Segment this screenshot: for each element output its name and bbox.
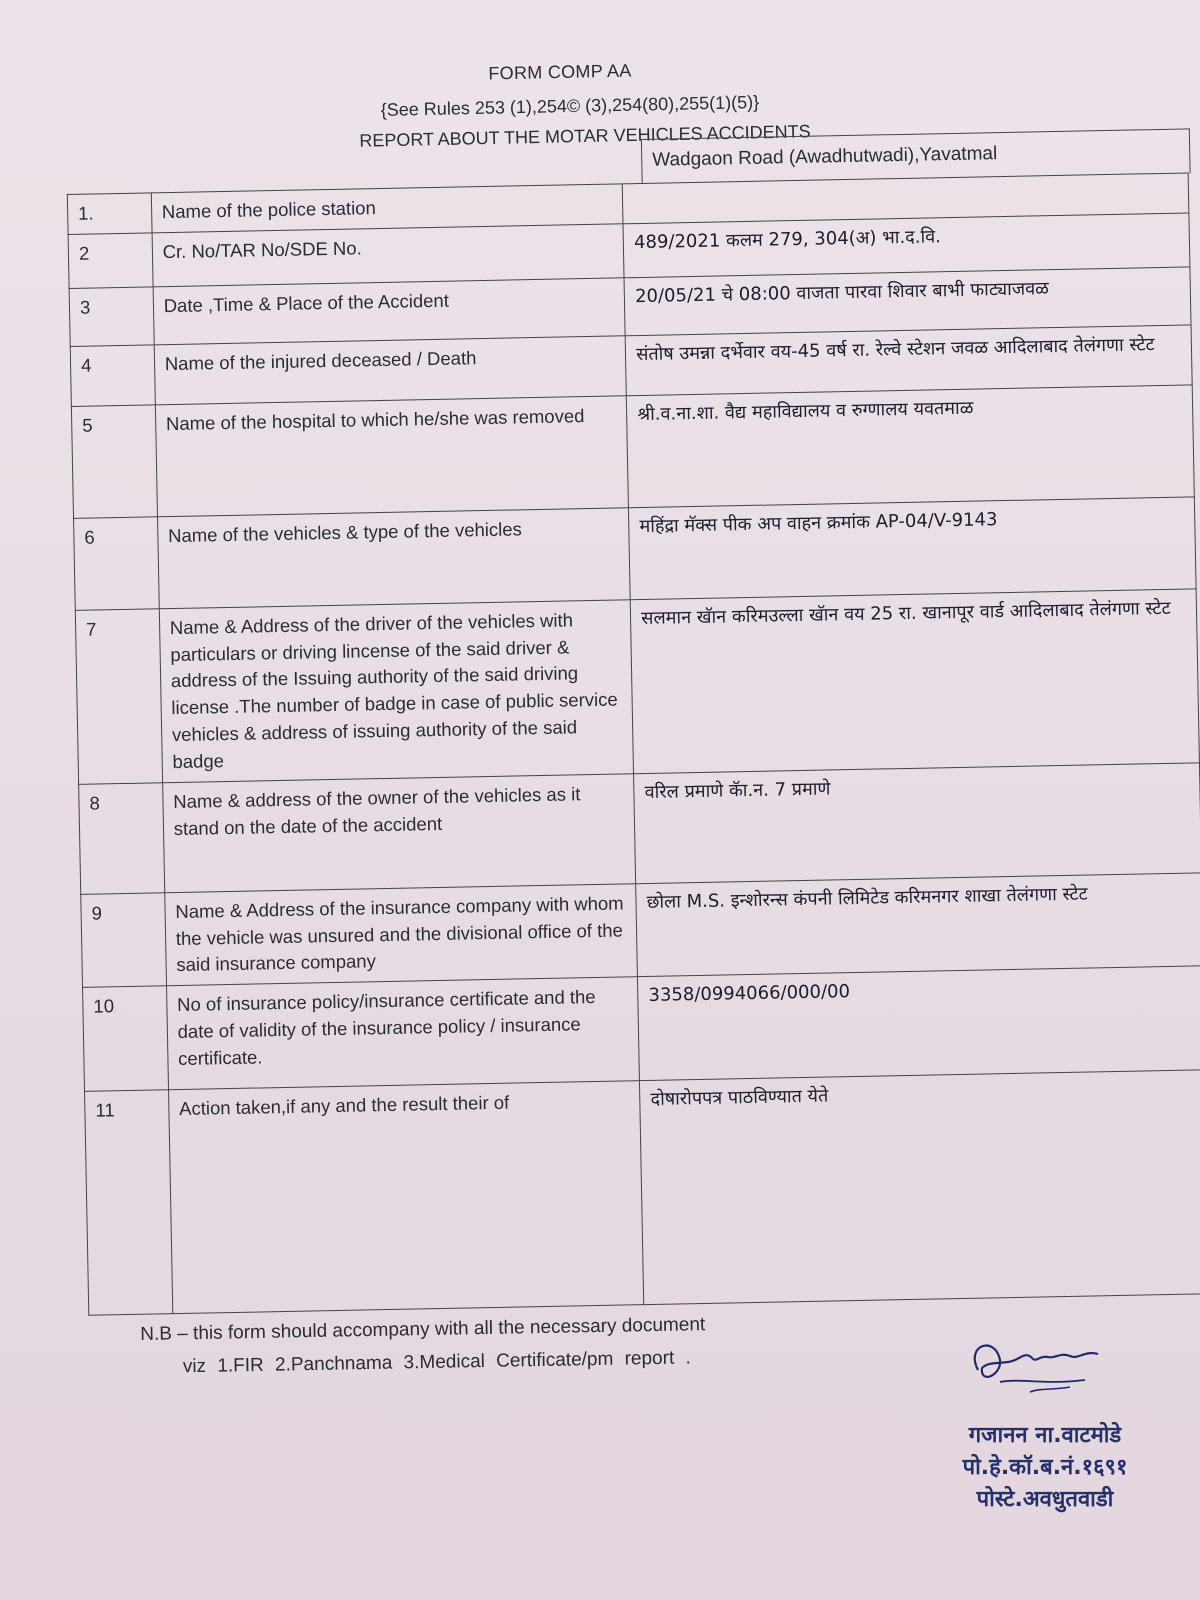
row-label: Name of the police station [151, 184, 623, 233]
row-value: छोला M.S. इन्शोरन्स कंपनी लिमिटेड करिमनगर शाखा तेलंगणा स्टेट [636, 873, 1200, 977]
form-title: FORM COMP AA [488, 60, 632, 84]
row-value: महिंद्रा मॅक्स पीक अप वाहन क्रमांक AP-04/V-9143 [629, 497, 1196, 600]
table-row [79, 763, 1200, 895]
report-title: REPORT ABOUT THE MOTAR VEHICLES ACCIDENTS [359, 121, 811, 151]
form-rules: {See Rules 253 (1),254© (3),254(80),255(1)(5)} [380, 92, 760, 120]
accident-report-table [66, 130, 1200, 1301]
row-value: 489/2021 कलम 279, 304(अ) भा.द.वि. [623, 213, 1190, 278]
row-value: श्री.व.ना.शा. वैद्य महाविद्यालय व रुग्णालय यवतमाळ [627, 385, 1195, 508]
row-number: 8 [79, 782, 165, 894]
table-row [75, 589, 1199, 784]
row-label: Name of the hospital to which he/she was removed [155, 396, 629, 517]
row-number: 9 [81, 892, 167, 987]
footer-note [140, 1308, 706, 1384]
row-label: Action taken,if any and the result their of [168, 1081, 644, 1314]
row-value: सलमान खॅान करिमउल्ला खॅान वय 25 रा. खानापूर वार्ड आदिलाबाद तेलंगणा स्टेट [630, 589, 1199, 774]
row-label: Name & Address of the insurance company with whom the vehicle was unsured and the divisional office of the said insurance company [164, 883, 637, 985]
stamp-station: पोस्टे.अवधुतवाडी [976, 1486, 1114, 1512]
row-number: 3 [69, 287, 154, 347]
row-number: 7 [75, 609, 162, 784]
row-label: Name of the injured deceased / Death [154, 336, 627, 405]
row-label: Name & address of the owner of the vehicles as it stand on the date of the accident [162, 773, 636, 892]
row-number: 4 [70, 345, 155, 407]
row-number: 5 [71, 405, 157, 519]
police-station-value: Wadgaon Road (Awadhutwadi),Yavatmal [652, 143, 998, 171]
table-row [71, 385, 1194, 518]
row-number: 1. [67, 193, 151, 234]
row-label: Name of the vehicles & type of the vehicles [157, 508, 630, 609]
row-value: 20/05/21 चे 08:00 वाजता पारवा शिवार बाभी फाट्याजवळ [624, 267, 1191, 336]
row-label: Name & Address of the driver of the vehicles with particulars or driving lincense of the said driver & address of the Issuing authority of the said driving license .The number of badge in case of public service vehicles & address of issuing authority of the said badge [159, 600, 634, 783]
stamp-name: गजानन ना.वाटमोडे [968, 1423, 1122, 1448]
officer-stamp [905, 1420, 1185, 1516]
row-label: Cr. No/TAR No/SDE No. [152, 224, 624, 287]
row-label: No of insurance policy/insurance certificate and the date of validity of the insurance policy / insurance certificate. [166, 977, 639, 1090]
row-number: 11 [85, 1090, 173, 1316]
row-value: दोषारोपपत्र पाठविण्यात येते [640, 1070, 1200, 1305]
nb-text: N.B – this form should accompany with all the necessary document [140, 1314, 706, 1345]
report-grid [67, 172, 1200, 1315]
row-number: 6 [74, 517, 159, 611]
required-documents: viz 1.FIR 2.Panchnama 3.Medical Certificate/pm report . [182, 1347, 691, 1378]
row-number: 2 [68, 233, 153, 289]
handwritten-signature [960, 1330, 1110, 1400]
row-value: वरिल प्रमाणे कॅा.न. 7 प्रमाणे [634, 763, 1200, 884]
stamp-designation: पो.हे.कॉ.ब.नं.१६९१ [962, 1454, 1128, 1480]
row-value: 3358/0994066/000/00 [638, 966, 1200, 1081]
row-number: 10 [83, 986, 169, 1092]
row-value: संतोष उमन्ना दर्भेवार वय-45 वर्ष रा. रेल्वे स्टेशन जवळ आदिलाबाद तेलंगणा स्टेट [625, 325, 1192, 396]
row-label: Date ,Time & Place of the Accident [153, 278, 626, 345]
table-row [85, 1070, 1200, 1315]
